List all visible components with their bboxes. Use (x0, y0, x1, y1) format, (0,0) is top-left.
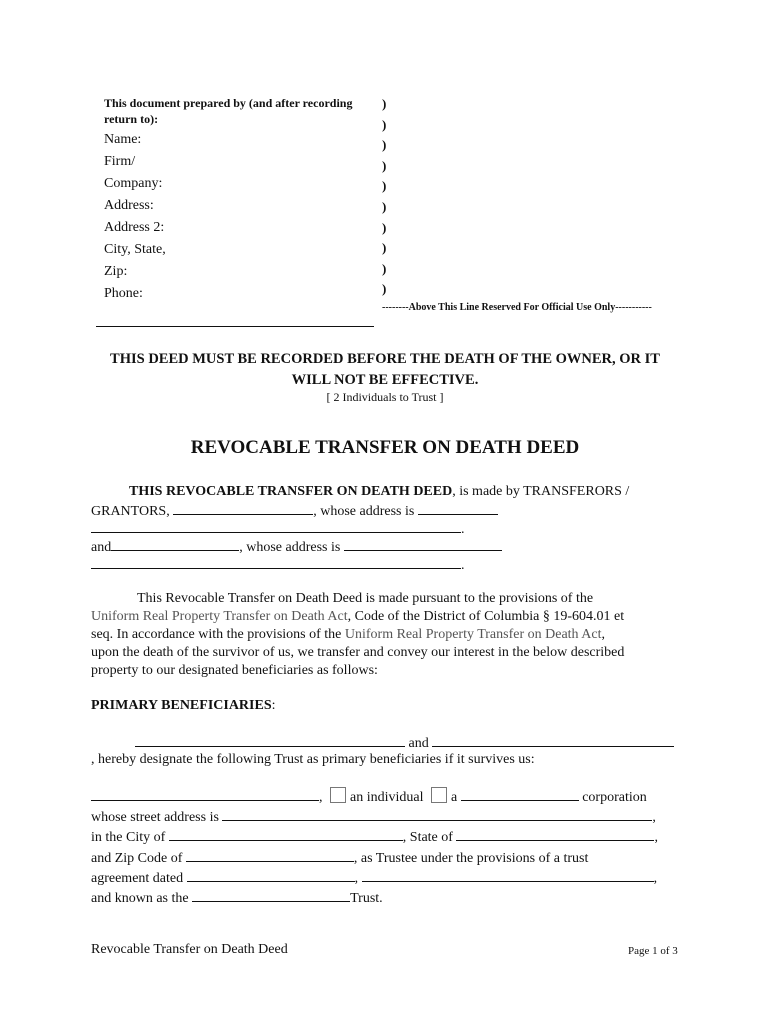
street-line (91, 807, 656, 827)
trustee-type-line (91, 787, 647, 807)
uniform-act-link[interactable]: Uniform Real Property Transfer on Death Act (91, 609, 348, 624)
comma: , (654, 830, 658, 845)
paren: ) (382, 96, 387, 111)
zip-line (91, 848, 588, 868)
trust-label: Trust. (350, 891, 383, 906)
and-label: and (408, 736, 429, 751)
street-label: whose street address is (91, 810, 219, 825)
recording-notice (60, 349, 710, 391)
agreement-detail-field[interactable] (362, 868, 654, 882)
divider-line (96, 326, 374, 327)
comma: , (354, 871, 359, 886)
intro-line-5 (91, 555, 465, 575)
grantor-2-address-cont-field[interactable] (91, 555, 461, 569)
state-label: , State of (402, 830, 453, 845)
beneficiaries-heading-text: PRIMARY BENEFICIARIES (91, 698, 272, 713)
known-label: and known as the (91, 891, 189, 906)
intro-line-3 (91, 519, 465, 539)
para-line-3 (91, 626, 605, 644)
agreement-date-field[interactable] (187, 868, 355, 882)
trustee-label: , as Trustee under the provisions of a trust (353, 851, 589, 866)
field-address: Address: (104, 198, 154, 213)
notice-line-2: WILL NOT BE EFFECTIVE. (291, 372, 479, 388)
para-line-2-rest: , Code of the District of Columbia § 19-604.01 et (347, 609, 625, 624)
paren: ) (382, 116, 387, 132)
page-title: REVOCABLE TRANSFER ON DEATH DEED (190, 437, 580, 458)
grantor-2-name-field[interactable] (111, 537, 239, 551)
trustee-name-field[interactable] (91, 787, 319, 801)
intro-line-2 (91, 501, 498, 521)
notice-subtitle: [ 2 Individuals to Trust ] (326, 390, 444, 404)
period: . (461, 522, 465, 537)
and-label: and (91, 540, 112, 555)
field-name: Name: (104, 132, 142, 147)
paren: ) (382, 281, 387, 297)
whose-address-label: , whose address is (313, 504, 415, 519)
paren: ) (382, 137, 387, 153)
designate-line: , hereby designate the following Trust as primary beneficiaries if it survives us: (91, 752, 535, 767)
footer-title: Revocable Transfer on Death Deed (91, 942, 288, 957)
agreement-line (91, 868, 657, 888)
paren: ) (382, 178, 387, 194)
whose-address-label-2: , whose address is (239, 540, 341, 555)
city-state-line (91, 827, 658, 847)
paren: ) (382, 198, 387, 214)
corporation-type-field[interactable] (461, 787, 579, 801)
zip-field[interactable] (186, 848, 354, 862)
individual-label: an individual (350, 790, 424, 805)
prepared-by-label: This document prepared by (and after recording (104, 96, 353, 110)
beneficiary-name-2-field[interactable] (432, 733, 674, 747)
agreement-label: agreement dated (91, 871, 184, 886)
para-line-5: property to our designated beneficiaries as follows: (91, 663, 378, 678)
corporation-label: corporation (582, 790, 647, 805)
beneficiary-name-1-field[interactable] (135, 733, 405, 747)
field-phone: Phone: (104, 286, 143, 301)
para-line-3-b: , (601, 627, 605, 642)
field-address-2: Address 2: (104, 220, 165, 235)
individual-checkbox[interactable] (330, 787, 346, 803)
uniform-act-link-2[interactable]: Uniform Real Property Transfer on Death Act (344, 627, 602, 642)
para-line-3-a: seq. In accordance with the provisions of the (91, 627, 345, 642)
beneficiaries-heading (91, 697, 276, 715)
intro-rest: , is made by TRANSFERORS / (452, 484, 630, 499)
field-firm: Firm/ (104, 154, 136, 169)
intro-line-1 (129, 483, 629, 501)
intro-bold: THIS REVOCABLE TRANSFER ON DEATH DEED (129, 484, 453, 499)
para-line-1: This Revocable Transfer on Death Deed is made pursuant to the provisions of the (137, 591, 594, 606)
beneficiary-names-line (135, 733, 674, 753)
grantor-2-address-field[interactable] (344, 537, 502, 551)
city-field[interactable] (169, 827, 403, 841)
paren: ) (382, 240, 387, 256)
corporation-checkbox[interactable] (431, 787, 447, 803)
street-address-field[interactable] (222, 807, 652, 821)
grantors-label: GRANTORS, (91, 504, 170, 519)
field-company: Company: (104, 176, 163, 191)
para-line-2 (91, 608, 624, 626)
grantor-1-address-field[interactable] (418, 501, 498, 515)
period: . (461, 558, 465, 573)
return-to-label: return to): (104, 112, 159, 126)
comma: , (652, 810, 656, 825)
state-field[interactable] (456, 827, 654, 841)
return-fields (104, 129, 304, 305)
intro-line-4 (91, 537, 502, 557)
page-number: Page 1 of 3 (628, 945, 678, 957)
grantor-1-address-cont-field[interactable] (91, 519, 461, 533)
paren-column (382, 94, 386, 300)
paren: ) (382, 157, 387, 173)
a-label: a (451, 790, 458, 805)
comma: , (319, 790, 323, 805)
grantor-1-name-field[interactable] (173, 501, 313, 515)
para-line-4: upon the death of the survivor of us, we transfer and convey our interest in the below described (91, 645, 625, 660)
heading-colon: : (271, 698, 276, 713)
comma: , (653, 871, 658, 886)
city-label: in the City of (91, 830, 166, 845)
paren: ) (382, 219, 387, 235)
trust-name-field[interactable] (192, 888, 350, 902)
field-city-state: City, State, (104, 242, 166, 257)
notice-line-1: THIS DEED MUST BE RECORDED BEFORE THE DEATH OF THE OWNER, OR IT (110, 351, 660, 367)
paren: ) (382, 260, 387, 276)
zip-label: and Zip Code of (91, 851, 183, 866)
reserved-line: --------Above This Line Reserved For Official Use Only----------- (382, 302, 652, 313)
field-zip: Zip: (104, 264, 128, 279)
known-as-line (91, 888, 383, 908)
